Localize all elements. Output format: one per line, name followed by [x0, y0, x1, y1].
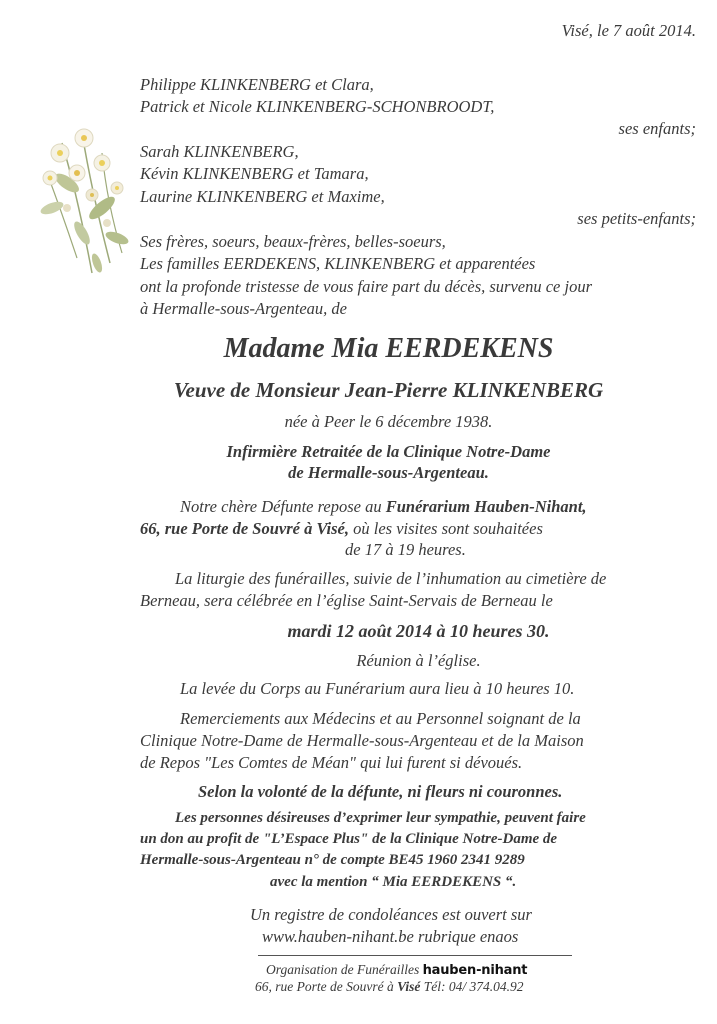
no-flowers: Selon la volonté de la défunte, ni fleurs ni couronnes.: [198, 782, 563, 801]
announcement-line-1: ont la profonde tristesse de vous faire part du décès, survenu ce jour: [140, 277, 593, 296]
birth-info: née à Peer le 6 décembre 1938.: [284, 412, 493, 431]
children-line-1: Philippe KLINKENBERG et Clara,: [140, 75, 374, 94]
visits-text: où les visites sont souhaitées: [349, 519, 543, 538]
rest-line-2: [140, 518, 543, 540]
funeral-date: mardi 12 août 2014 à 10 heures 30.: [287, 621, 550, 641]
occupation-line-1: Infirmière Retraitée de la Clinique Notre-Dame: [226, 442, 551, 461]
hauben-nihant-logo: hauben-nihant: [422, 963, 528, 978]
children-role: ses enfants;: [618, 119, 696, 138]
grandchild-line-2: Kévin KLINKENBERG et Tamara,: [140, 164, 369, 183]
donation-mention: avec la mention “ Mia EERDEKENS “.: [270, 874, 517, 890]
visit-hours: de 17 à 19 heures.: [345, 540, 466, 559]
footer-address: [255, 978, 523, 996]
widow-of: Veuve de Monsieur Jean-Pierre KLINKENBERG: [173, 378, 604, 402]
flower-bouquet-icon: [22, 113, 137, 278]
address-city: Visé: [397, 979, 421, 994]
relatives-line-2: Les familles EERDEKENS, KLINKENBERG et apparentées: [140, 254, 536, 273]
grandchild-line-1: Sarah KLINKENBERG,: [140, 142, 299, 161]
place-date: Visé, le 7 août 2014.: [561, 21, 696, 40]
relatives-line-1: Ses frères, soeurs, beaux-frères, belles-soeurs,: [140, 232, 446, 251]
donation-line-2: un don au profit de "L’Espace Plus" de la Clinique Notre-Dame de: [140, 831, 558, 847]
thanks-line-1: Remerciements aux Médecins et au Personnel soignant de la: [180, 709, 581, 728]
donation-line-3: Hermalle-sous-Argenteau n° de compte BE45 1960 2341 9289: [140, 852, 525, 868]
register-line-1: Un registre de condoléances est ouvert sur: [250, 905, 532, 924]
rest-line-1: [180, 496, 587, 518]
address-text: 66, rue Porte de Souvré à: [255, 979, 398, 994]
children-line-2: Patrick et Nicole KLINKENBERG-SCHONBROODT,: [140, 97, 495, 116]
occupation-line-2: de Hermalle-sous-Argenteau.: [288, 463, 489, 482]
thanks-line-2: Clinique Notre-Dame de Hermalle-sous-Argenteau et de la Maison: [140, 731, 584, 750]
body-removal: La levée du Corps au Funérarium aura lieu à 10 heures 10.: [180, 679, 575, 698]
thanks-line-3: de Repos "Les Comtes de Méan" qui lui furent si dévoués.: [140, 753, 523, 772]
meeting-place: Réunion à l’église.: [356, 651, 481, 670]
deceased-name: Madame Mia EERDEKENS: [223, 333, 554, 364]
footer-divider: [258, 955, 572, 956]
funerarium-name: Funérarium Hauben-Nihant,: [385, 497, 587, 516]
funerarium-address: 66, rue Porte de Souvré à Visé,: [140, 519, 349, 538]
grandchild-line-3: Laurine KLINKENBERG et Maxime,: [140, 187, 385, 206]
rest-text: Notre chère Défunte repose au: [180, 497, 386, 516]
announcement-line-2: à Hermalle-sous-Argenteau, de: [140, 299, 347, 318]
liturgy-line-1: La liturgie des funérailles, suivie de l’inhumation au cimetière de: [175, 569, 607, 588]
register-link[interactable]: www.hauben-nihant.be rubrique enaos: [262, 927, 519, 946]
phone-number: Tél: 04/ 374.04.92: [420, 979, 524, 994]
organisation-label: Organisation de Funérailles: [266, 962, 423, 977]
donation-line-1: Les personnes désireuses d’exprimer leur sympathie, peuvent faire: [175, 810, 586, 826]
grandchildren-role: ses petits-enfants;: [577, 209, 696, 228]
liturgy-line-2: Berneau, sera célébrée en l’église Saint-Servais de Berneau le: [140, 591, 553, 610]
